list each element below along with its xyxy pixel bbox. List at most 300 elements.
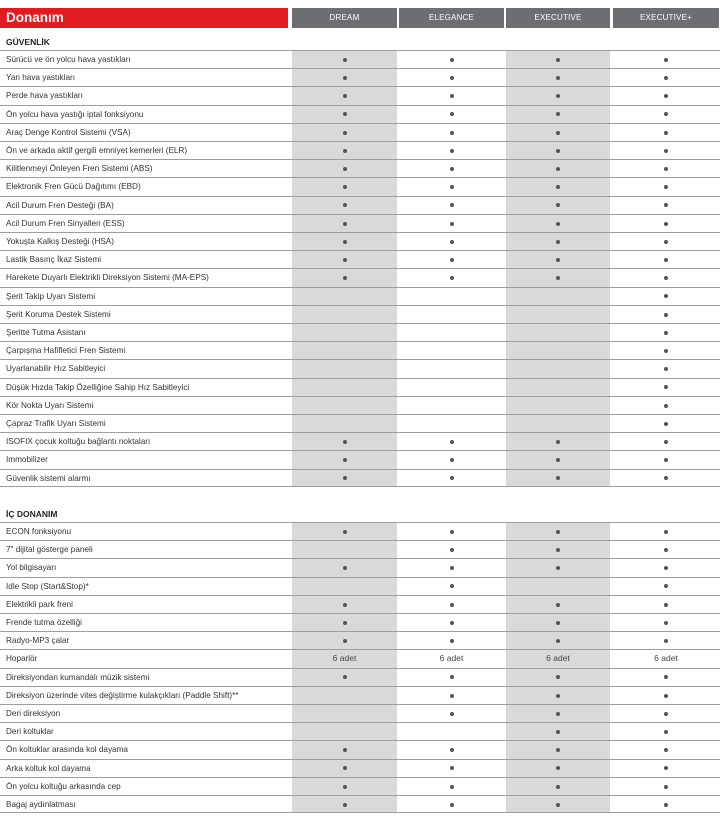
table-row — [0, 141, 720, 159]
feature-label: Düşük Hızda Takip Özelliğine Sahip Hız Sabitleyici — [6, 382, 190, 392]
dot-icon — [450, 58, 454, 62]
dot-icon — [556, 440, 560, 444]
dot-icon — [664, 730, 668, 734]
feature-cell — [506, 559, 610, 576]
dot-icon — [556, 566, 560, 570]
dot-icon — [664, 422, 668, 426]
feature-label: Direksiyon üzerinde vites değiştirme kulakçıkları (Paddle Shift)** — [6, 690, 239, 700]
table-row — [0, 777, 720, 795]
feature-cell — [399, 233, 504, 250]
feature-label: Direksiyondan kumandalı müzik sistemi — [6, 672, 150, 682]
feature-cell — [292, 705, 397, 722]
dot-icon — [343, 112, 347, 116]
feature-cell — [613, 723, 719, 740]
feature-cell — [613, 360, 719, 377]
dot-icon — [343, 476, 347, 480]
feature-cell — [292, 470, 397, 486]
dot-icon — [664, 476, 668, 480]
dot-icon — [343, 766, 347, 770]
dot-icon — [556, 185, 560, 189]
feature-cell — [399, 523, 504, 540]
dot-icon — [556, 149, 560, 153]
feature-cell — [506, 687, 610, 704]
dot-icon — [664, 785, 668, 789]
feature-cell — [292, 160, 397, 177]
feature-cell — [506, 397, 610, 414]
feature-cell — [399, 269, 504, 286]
feature-cell — [506, 51, 610, 68]
dot-icon — [450, 185, 454, 189]
feature-label: Şerit Takip Uyarı Sistemi — [6, 291, 96, 301]
dot-icon — [343, 131, 347, 135]
feature-cell — [292, 687, 397, 704]
dot-icon — [556, 458, 560, 462]
table-row — [0, 668, 720, 686]
feature-cell — [613, 632, 719, 649]
feature-cell — [292, 415, 397, 432]
dot-icon — [343, 803, 347, 807]
feature-cell — [399, 433, 504, 450]
table-row — [0, 250, 720, 268]
dot-icon — [343, 785, 347, 789]
feature-cell — [292, 142, 397, 159]
dot-icon — [664, 675, 668, 679]
dot-icon — [450, 603, 454, 607]
dot-icon — [343, 258, 347, 262]
feature-cell — [506, 197, 610, 214]
feature-cell — [506, 288, 610, 305]
dot-icon — [343, 203, 347, 207]
feature-label: Elektrikli park freni — [6, 599, 73, 609]
feature-cell — [506, 233, 610, 250]
feature-cell — [613, 523, 719, 540]
feature-cell — [506, 523, 610, 540]
feature-cell — [506, 796, 610, 812]
feature-cell — [292, 233, 397, 250]
feature-label: Deri direksiyon — [6, 709, 61, 718]
feature-cell — [292, 215, 397, 232]
feature-cell — [613, 433, 719, 450]
feature-cell — [613, 288, 719, 305]
table-row — [0, 287, 720, 305]
feature-cell — [292, 669, 397, 686]
column-header-elegance: ELEGANCE — [399, 8, 504, 28]
dot-icon — [450, 440, 454, 444]
dot-icon — [343, 240, 347, 244]
feature-label: Yol bilgisayarı — [6, 563, 57, 573]
feature-cell — [399, 470, 504, 486]
dot-icon — [450, 222, 454, 226]
feature-cell — [399, 541, 504, 558]
dot-icon — [343, 94, 347, 98]
feature-cell — [506, 379, 610, 396]
dot-icon — [664, 94, 668, 98]
table-row — [0, 177, 720, 195]
feature-cell — [613, 178, 719, 195]
feature-cell — [399, 796, 504, 812]
feature-cell — [506, 451, 610, 468]
feature-cell — [292, 523, 397, 540]
feature-cell — [506, 669, 610, 686]
dot-icon — [450, 712, 454, 716]
feature-cell — [292, 306, 397, 323]
feature-cell — [292, 559, 397, 576]
feature-label: Acil Durum Fren Desteği (BA) — [6, 200, 114, 210]
dot-icon — [664, 712, 668, 716]
feature-label: ECON fonksiyonu — [6, 527, 72, 536]
feature-label: Güvenlik sistemi alarmı — [6, 473, 91, 483]
feature-cell — [292, 650, 397, 667]
table-row — [0, 105, 720, 123]
feature-cell — [399, 760, 504, 777]
feature-cell — [399, 215, 504, 232]
feature-cell — [399, 596, 504, 613]
dot-icon — [664, 313, 668, 317]
feature-label: Yan hava yastıkları — [6, 73, 76, 83]
feature-cell — [613, 415, 719, 432]
table-row — [0, 795, 720, 813]
feature-cell — [506, 705, 610, 722]
feature-cell — [292, 197, 397, 214]
feature-cell — [613, 142, 719, 159]
feature-cell — [399, 559, 504, 576]
feature-cell — [506, 760, 610, 777]
dot-icon — [664, 530, 668, 534]
dot-icon — [556, 603, 560, 607]
dot-icon — [343, 440, 347, 444]
feature-cell — [613, 397, 719, 414]
feature-cell — [613, 197, 719, 214]
dot-icon — [664, 294, 668, 298]
feature-cell — [506, 723, 610, 740]
table-row — [0, 359, 720, 377]
dot-icon — [450, 584, 454, 588]
table-row — [0, 558, 720, 576]
feature-cell — [399, 669, 504, 686]
dot-icon — [664, 584, 668, 588]
dot-icon — [450, 258, 454, 262]
table-row — [0, 378, 720, 396]
feature-label: 7" dijital gösterge paneli — [6, 545, 93, 555]
dot-icon — [556, 803, 560, 807]
dot-icon — [664, 440, 668, 444]
feature-cell — [506, 433, 610, 450]
dot-icon — [556, 240, 560, 244]
table-row — [0, 414, 720, 432]
dot-icon — [343, 639, 347, 643]
feature-cell — [399, 451, 504, 468]
feature-cell — [292, 596, 397, 613]
feature-cell — [613, 106, 719, 123]
feature-cell — [506, 470, 610, 486]
feature-cell — [613, 342, 719, 359]
dot-icon — [450, 621, 454, 625]
feature-cell — [506, 578, 610, 595]
dot-icon — [664, 621, 668, 625]
dot-icon — [343, 530, 347, 534]
feature-label: Şeritte Tutma Asistanı — [6, 328, 86, 337]
dot-icon — [664, 112, 668, 116]
feature-label: Bagaj aydınlatması — [6, 800, 76, 809]
dot-icon — [664, 131, 668, 135]
feature-cell — [292, 760, 397, 777]
feature-label: Uyarlanabilir Hız Sabitleyici — [6, 364, 106, 374]
feature-cell — [613, 596, 719, 613]
feature-label: Çapraz Trafik Uyarı Sistemi — [6, 419, 106, 428]
feature-cell — [613, 614, 719, 631]
dot-icon — [556, 530, 560, 534]
dot-icon — [664, 76, 668, 80]
dot-icon — [450, 76, 454, 80]
dot-icon — [556, 203, 560, 207]
dot-icon — [664, 203, 668, 207]
dot-icon — [450, 694, 454, 698]
cell-value: 6 adet — [332, 653, 357, 664]
feature-cell — [292, 178, 397, 195]
dot-icon — [450, 112, 454, 116]
feature-cell — [613, 705, 719, 722]
table-row — [0, 704, 720, 722]
feature-cell — [399, 632, 504, 649]
feature-cell — [292, 106, 397, 123]
table-row — [0, 740, 720, 758]
table-row — [0, 686, 720, 704]
feature-cell — [292, 69, 397, 86]
feature-cell — [613, 124, 719, 141]
feature-cell — [292, 342, 397, 359]
dot-icon — [450, 276, 454, 280]
table-row — [0, 432, 720, 450]
feature-cell — [613, 233, 719, 250]
dot-icon — [450, 548, 454, 552]
dot-icon — [450, 566, 454, 570]
column-header-executive-plus: EXECUTIVE+ — [613, 8, 719, 28]
feature-cell — [613, 650, 719, 667]
feature-cell — [506, 650, 610, 667]
dot-icon — [450, 149, 454, 153]
feature-label: Deri koltuklar — [6, 727, 54, 737]
feature-cell — [292, 433, 397, 450]
dot-icon — [664, 385, 668, 389]
feature-label: Hoparlör — [6, 654, 38, 664]
feature-cell — [292, 379, 397, 396]
dot-icon — [450, 803, 454, 807]
feature-cell — [613, 541, 719, 558]
feature-cell — [613, 687, 719, 704]
table-row — [0, 450, 720, 468]
dot-icon — [450, 530, 454, 534]
feature-cell — [399, 687, 504, 704]
dot-icon — [664, 694, 668, 698]
table-row — [0, 595, 720, 613]
feature-cell — [506, 106, 610, 123]
feature-cell — [292, 632, 397, 649]
feature-cell — [506, 142, 610, 159]
feature-cell — [292, 451, 397, 468]
feature-label: Sürücü ve ön yolcu hava yastıkları — [6, 55, 131, 64]
dot-icon — [556, 748, 560, 752]
dot-icon — [556, 639, 560, 643]
feature-cell — [399, 69, 504, 86]
feature-cell — [613, 51, 719, 68]
feature-cell — [292, 723, 397, 740]
feature-label: Immobilizer — [6, 455, 48, 465]
dot-icon — [556, 112, 560, 116]
table-row — [0, 50, 720, 68]
feature-cell — [613, 741, 719, 758]
table-row — [0, 759, 720, 777]
dot-icon — [343, 675, 347, 679]
feature-cell — [399, 251, 504, 268]
feature-cell — [399, 741, 504, 758]
dot-icon — [664, 331, 668, 335]
dot-icon — [556, 476, 560, 480]
feature-cell — [292, 87, 397, 104]
table-row — [0, 268, 720, 286]
feature-cell — [506, 360, 610, 377]
feature-label: Arka koltuk kol dayama — [6, 763, 91, 773]
feature-cell — [292, 288, 397, 305]
feature-cell — [506, 778, 610, 795]
feature-cell — [613, 379, 719, 396]
feature-cell — [399, 650, 504, 667]
dot-icon — [556, 222, 560, 226]
feature-label: Frende tutma özelliği — [6, 618, 82, 627]
dot-icon — [343, 167, 347, 171]
dot-icon — [556, 58, 560, 62]
table-row — [0, 214, 720, 232]
dot-icon — [343, 58, 347, 62]
feature-cell — [613, 669, 719, 686]
feature-label: Ön yolcu hava yastığı iptal fonksiyonu — [6, 109, 144, 119]
feature-cell — [399, 160, 504, 177]
feature-cell — [613, 160, 719, 177]
dot-icon — [664, 349, 668, 353]
feature-cell — [506, 596, 610, 613]
dot-icon — [343, 185, 347, 189]
dot-icon — [343, 276, 347, 280]
dot-icon — [664, 258, 668, 262]
table-title: Donanım — [0, 8, 288, 28]
feature-cell — [399, 288, 504, 305]
feature-cell — [613, 251, 719, 268]
dot-icon — [450, 748, 454, 752]
feature-cell — [292, 269, 397, 286]
dot-icon — [343, 222, 347, 226]
dot-icon — [556, 694, 560, 698]
dot-icon — [450, 785, 454, 789]
dot-icon — [664, 766, 668, 770]
table-row — [0, 232, 720, 250]
dot-icon — [664, 458, 668, 462]
dot-icon — [664, 276, 668, 280]
feature-cell — [613, 470, 719, 486]
feature-cell — [399, 397, 504, 414]
column-header-executive: EXECUTIVE — [506, 8, 610, 28]
feature-cell — [506, 324, 610, 341]
dot-icon — [664, 222, 668, 226]
feature-cell — [506, 632, 610, 649]
feature-cell — [506, 215, 610, 232]
table-row — [0, 323, 720, 341]
feature-cell — [399, 415, 504, 432]
feature-cell — [506, 269, 610, 286]
feature-label: Acil Durum Fren Sinyalleri (ESS) — [6, 218, 125, 228]
dot-icon — [343, 76, 347, 80]
dot-icon — [556, 766, 560, 770]
cell-value: 6 adet — [654, 653, 678, 664]
dot-icon — [664, 240, 668, 244]
table-row — [0, 341, 720, 359]
dot-icon — [556, 712, 560, 716]
feature-cell — [613, 324, 719, 341]
feature-cell — [506, 251, 610, 268]
feature-cell — [292, 741, 397, 758]
feature-cell — [399, 614, 504, 631]
feature-label: Ön ve arkada aktif gergili emniyet kemerleri (ELR) — [6, 146, 188, 155]
feature-cell — [292, 51, 397, 68]
dot-icon — [664, 748, 668, 752]
table-row — [0, 305, 720, 323]
dot-icon — [556, 94, 560, 98]
table-row — [0, 613, 720, 631]
dot-icon — [664, 404, 668, 408]
dot-icon — [450, 766, 454, 770]
feature-cell — [292, 124, 397, 141]
dot-icon — [556, 548, 560, 552]
dot-icon — [450, 131, 454, 135]
feature-label: Elektronik Fren Gücü Dağıtımı (EBD) — [6, 182, 141, 192]
table-row — [0, 722, 720, 740]
dot-icon — [450, 167, 454, 171]
feature-cell — [399, 306, 504, 323]
dot-icon — [556, 785, 560, 789]
feature-cell — [506, 124, 610, 141]
dot-icon — [664, 58, 668, 62]
table-row — [0, 540, 720, 558]
dot-icon — [450, 675, 454, 679]
table-row — [0, 522, 720, 540]
feature-cell — [506, 614, 610, 631]
dot-icon — [556, 730, 560, 734]
feature-cell — [292, 251, 397, 268]
dot-icon — [556, 131, 560, 135]
feature-label: Idle Stop (Start&Stop)* — [6, 581, 89, 591]
feature-cell — [399, 124, 504, 141]
feature-cell — [613, 778, 719, 795]
feature-cell — [399, 342, 504, 359]
dot-icon — [450, 94, 454, 98]
feature-cell — [613, 306, 719, 323]
dot-icon — [664, 803, 668, 807]
feature-cell — [613, 796, 719, 812]
feature-label: ISOFIX çocuk koltuğu bağlantı noktaları — [6, 437, 151, 447]
dot-icon — [556, 167, 560, 171]
dot-icon — [343, 748, 347, 752]
feature-label: Araç Denge Kontrol Sistemi (VSA) — [6, 127, 131, 137]
dot-icon — [343, 566, 347, 570]
feature-label: Kör Nokta Uyarı Sistemi — [6, 400, 94, 410]
dot-icon — [450, 240, 454, 244]
feature-label: Lastik Basınç İkaz Sistemi — [6, 255, 102, 265]
dot-icon — [450, 458, 454, 462]
dot-icon — [450, 476, 454, 480]
feature-cell — [613, 760, 719, 777]
feature-cell — [399, 106, 504, 123]
dot-icon — [664, 149, 668, 153]
dot-icon — [343, 458, 347, 462]
dot-icon — [664, 548, 668, 552]
